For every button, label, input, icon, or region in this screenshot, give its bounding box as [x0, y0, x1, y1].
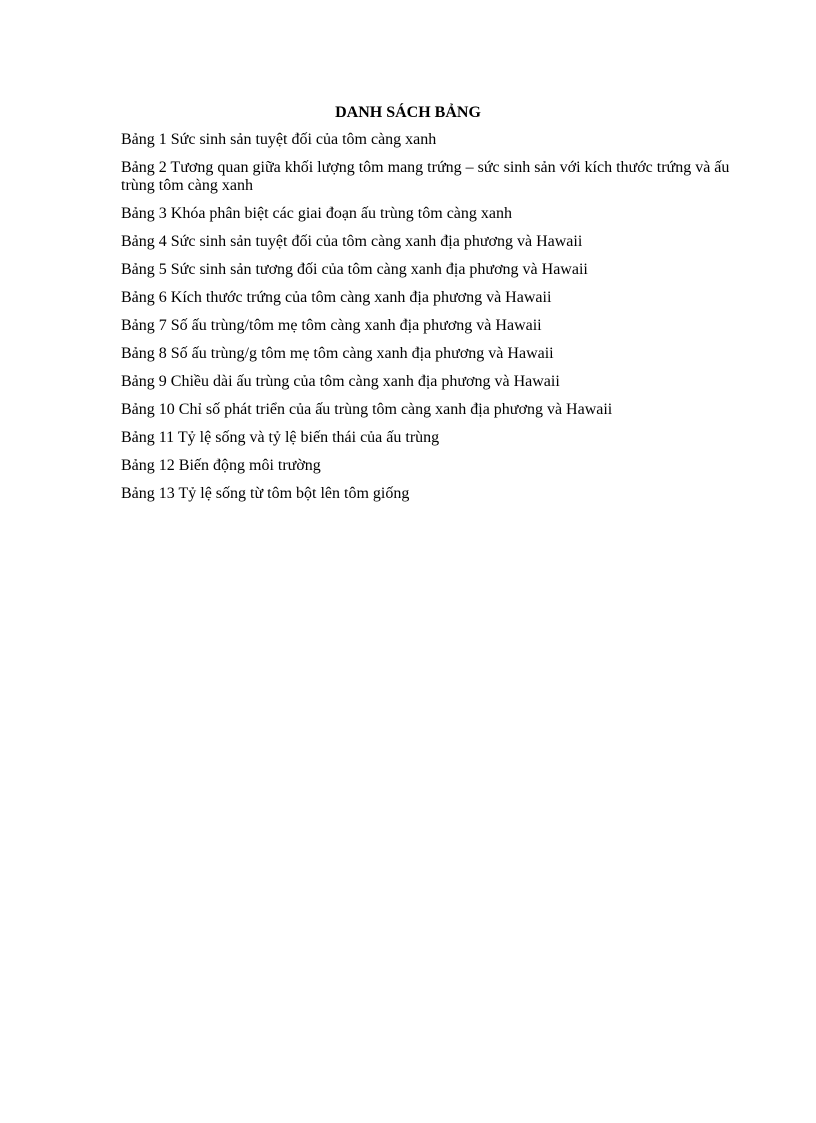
table-list-item-13: Bảng 13 Tỷ lệ sống từ tôm bột lên tôm giống: [121, 485, 410, 502]
page-title: DANH SÁCH BẢNG: [335, 104, 481, 121]
table-list-item-10: Bảng 10 Chỉ số phát triển của ấu trùng tôm càng xanh địa phương và Hawaii: [121, 401, 613, 418]
table-list-item-12: Bảng 12 Biến động môi trường: [121, 457, 321, 474]
table-list-item-4: Bảng 4 Sức sinh sản tuyệt đối của tôm càng xanh địa phương và Hawaii: [121, 233, 583, 250]
table-list-item-7: Bảng 7 Số ấu trùng/tôm mẹ tôm càng xanh địa phương và Hawaii: [121, 317, 542, 334]
table-list-item-9: Bảng 9 Chiều dài ấu trùng của tôm càng xanh địa phương và Hawaii: [121, 373, 560, 390]
table-list-item-6: Bảng 6 Kích thước trứng của tôm càng xanh địa phương và Hawaii: [121, 289, 552, 306]
table-list: [121, 131, 731, 513]
table-list-item-5: Bảng 5 Sức sinh sản tương đối của tôm càng xanh địa phương và Hawaii: [121, 261, 588, 278]
table-list-item-1: Bảng 1 Sức sinh sản tuyệt đối của tôm càng xanh: [121, 131, 437, 148]
table-list-item-11: Bảng 11 Tỷ lệ sống và tỷ lệ biến thái của ấu trùng: [121, 429, 440, 446]
table-list-item-3: Bảng 3 Khóa phân biệt các giai đoạn ấu trùng tôm càng xanh: [121, 205, 512, 222]
table-list-item-8: Bảng 8 Số ấu trùng/g tôm mẹ tôm càng xanh địa phương và Hawaii: [121, 345, 554, 362]
table-list-item-2: Bảng 2 Tương quan giữa khối lượng tôm mang trứng – sức sinh sản với kích thước trứng và ấu trùng tôm càng xanh: [121, 159, 730, 194]
